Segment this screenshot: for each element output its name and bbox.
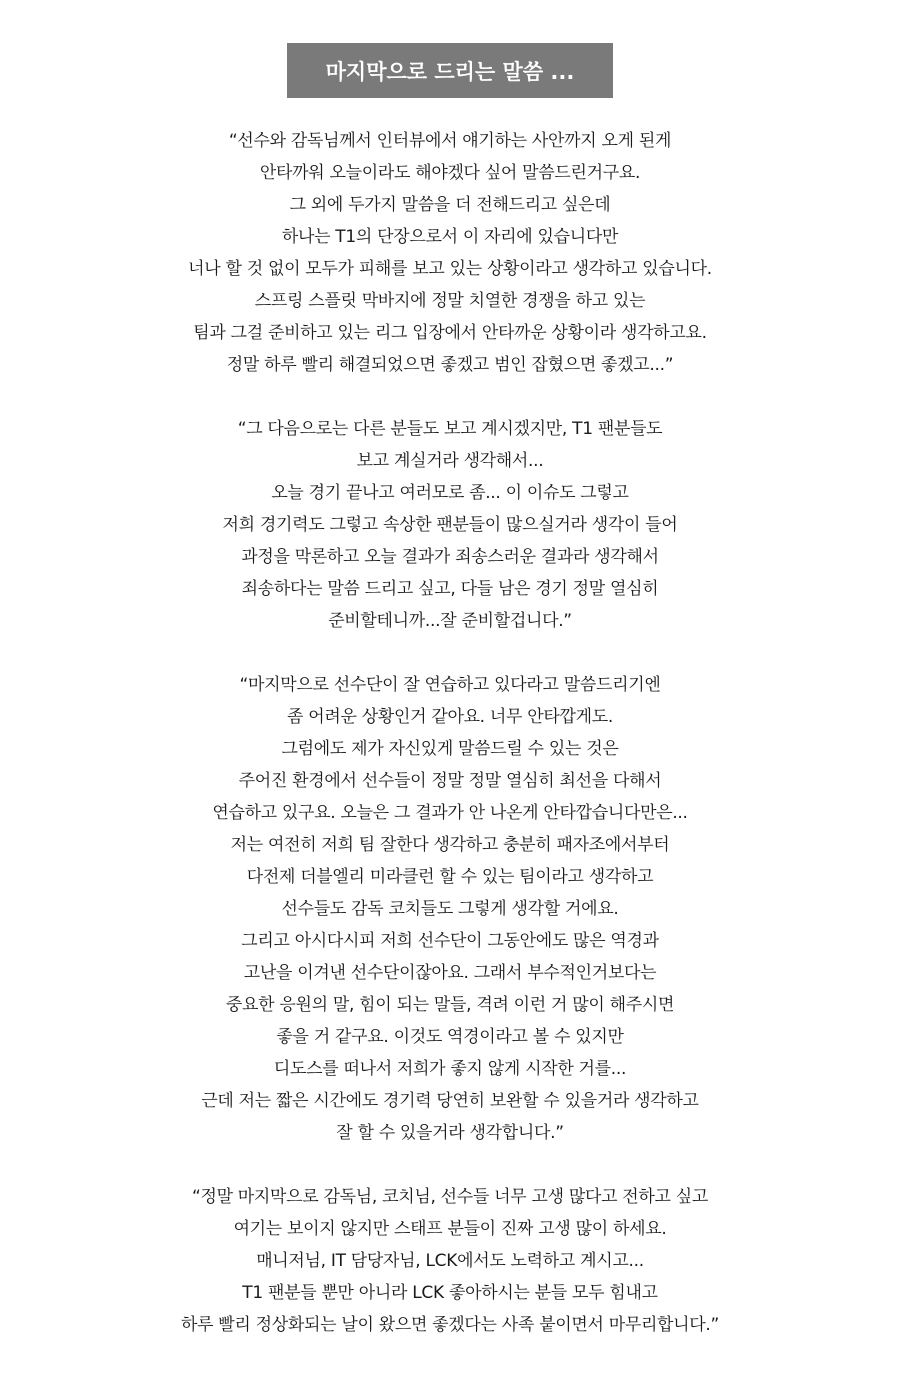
quote-line: 좀 어려운 상황인거 같아요. 너무 안타깝게도. xyxy=(287,707,613,727)
quote-line: 안타까워 오늘이라도 해야겠다 싶어 말씀드린거구요. xyxy=(259,163,641,183)
quote-line: 팀과 그걸 준비하고 있는 리그 입장에서 안타까운 상황이라 생각하고요. xyxy=(193,323,707,343)
quote-line: 죄송하다는 말씀 드리고 싶고, 다들 남은 경기 정말 열심히 xyxy=(241,579,659,599)
quote-line: 중요한 응원의 말, 힘이 되는 말들, 격려 이런 거 많이 해주시면 xyxy=(225,995,675,1015)
quote-line: “그 다음으로는 다른 분들도 보고 계시겠지만, T1 팬분들도 xyxy=(237,419,663,439)
quote-line: 그 외에 두가지 말씀을 더 전해드리고 싶은데 xyxy=(289,195,611,215)
title-banner xyxy=(287,43,613,98)
quote-line: 그럼에도 제가 자신있게 말씀드릴 수 있는 것은 xyxy=(281,739,619,759)
quote-line: 오늘 경기 끝나고 여러모로 좀... 이 이슈도 그렇고 xyxy=(271,483,629,503)
quote-paragraph xyxy=(0,1181,900,1341)
quote-line: 저는 여전히 저희 팀 잘한다 생각하고 충분히 패자조에서부터 xyxy=(230,835,670,855)
quote-line: 선수들도 감독 코치들도 그렇게 생각할 거에요. xyxy=(281,899,619,919)
quote-line: 다전제 더블엘리 미라클런 할 수 있는 팀이라고 생각하고 xyxy=(246,867,654,887)
quote-line: 너나 할 것 없이 모두가 피해를 보고 있는 상황이라고 생각하고 있습니다. xyxy=(188,259,712,279)
quote-line: 그리고 아시다시피 저희 선수단이 그동안에도 많은 역경과 xyxy=(241,931,659,951)
quote-line: 디도스를 떠나서 저희가 좋지 않게 시작한 거를... xyxy=(273,1059,627,1079)
quote-line: 정말 하루 빨리 해결되었으면 좋겠고 범인 잡혔으면 좋겠고...” xyxy=(226,355,674,375)
quote-line: “정말 마지막으로 감독님, 코치님, 선수들 너무 고생 많다고 전하고 싶고 xyxy=(191,1187,709,1207)
quote-line: 근데 저는 짧은 시간에도 경기력 당연히 보완할 수 있을거라 생각하고 xyxy=(201,1091,699,1111)
statement-body xyxy=(0,125,900,1373)
quote-line: 잘 할 수 있을거라 생각합니다.” xyxy=(336,1123,564,1143)
quote-line: 하루 빨리 정상화되는 날이 왔으면 좋겠다는 사족 붙이면서 마무리합니다.” xyxy=(180,1315,720,1335)
quote-paragraph xyxy=(0,669,900,1149)
quote-line: 저희 경기력도 그렇고 속상한 팬분들이 많으실거라 생각이 들어 xyxy=(222,515,678,535)
quote-line: “마지막으로 선수단이 잘 연습하고 있다라고 말씀드리기엔 xyxy=(239,675,661,695)
quote-line: 하나는 T1의 단장으로서 이 자리에 있습니다만 xyxy=(281,227,619,247)
quote-line: 보고 계실거라 생각해서... xyxy=(356,451,544,471)
quote-line: 과정을 막론하고 오늘 결과가 죄송스러운 결과라 생각해서 xyxy=(241,547,659,567)
page-title: 마지막으로 드리는 말씀 ... xyxy=(325,59,575,84)
quote-line: 준비할테니까...잘 준비할겁니다.” xyxy=(328,611,572,631)
quote-line: 여기는 보이지 않지만 스태프 분들이 진짜 고생 많이 하세요. xyxy=(233,1219,667,1239)
quote-paragraph xyxy=(0,413,900,637)
quote-line: 연습하고 있구요. 오늘은 그 결과가 안 나온게 안타깝습니다만은... xyxy=(212,803,688,823)
quote-line: “선수와 감독님께서 인터뷰에서 얘기하는 사안까지 오게 된게 xyxy=(228,131,672,151)
quote-line: 주어진 환경에서 선수들이 정말 정말 열심히 최선을 다해서 xyxy=(238,771,662,791)
quote-line: 좋을 거 같구요. 이것도 역경이라고 볼 수 있지만 xyxy=(276,1027,624,1047)
quote-line: 매니저님, IT 담당자님, LCK에서도 노력하고 계시고... xyxy=(256,1251,644,1271)
quote-line: 고난을 이겨낸 선수단이잖아요. 그래서 부수적인거보다는 xyxy=(243,963,657,983)
quote-paragraph xyxy=(0,125,900,381)
quote-line: T1 팬분들 뿐만 아니라 LCK 좋아하시는 분들 모두 힘내고 xyxy=(242,1283,658,1303)
quote-line: 스프링 스플릿 막바지에 정말 치열한 경쟁을 하고 있는 xyxy=(254,291,646,311)
